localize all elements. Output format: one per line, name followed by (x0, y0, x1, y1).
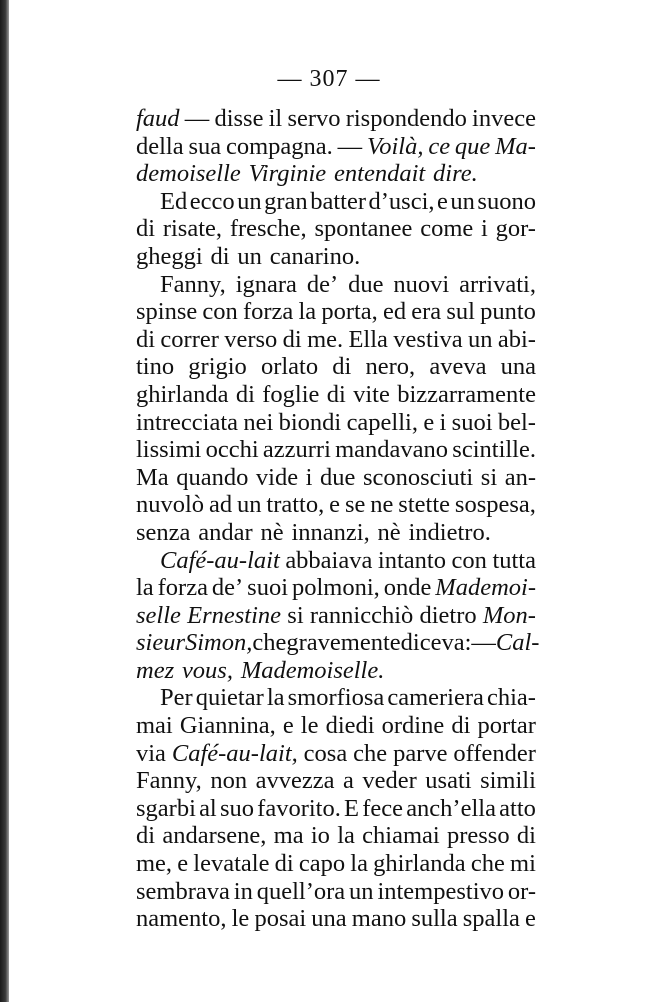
word: Fanny, (160, 270, 226, 298)
word: un (349, 877, 374, 905)
word: aveva (429, 353, 487, 381)
word: con (451, 546, 487, 574)
word: usati (425, 767, 472, 795)
word: mi (510, 850, 536, 878)
word: si (287, 601, 304, 629)
word: ce (428, 132, 451, 160)
word: tino (136, 353, 175, 381)
text-line (136, 491, 536, 519)
word: spinse (136, 298, 198, 326)
word: de’ (306, 270, 339, 298)
word: un (237, 491, 262, 519)
word: presso (446, 822, 510, 850)
word: levatale (193, 850, 270, 878)
word: gran (264, 187, 308, 215)
word: d’usci, (368, 187, 435, 215)
word: portar (477, 712, 536, 740)
text-line (136, 795, 536, 823)
text-line (136, 243, 536, 271)
word: rispondendo (345, 105, 467, 132)
word: cameriera (387, 684, 484, 712)
word: suo (219, 794, 254, 822)
word: spontanee (314, 215, 413, 243)
word: i (481, 215, 488, 243)
word: gor- (495, 215, 536, 243)
word: di (235, 380, 255, 408)
word: se (344, 491, 366, 519)
word: an- (504, 463, 536, 491)
word: vite (353, 380, 390, 408)
word: capo (298, 850, 346, 878)
word: la (337, 822, 355, 850)
word: via (136, 739, 166, 767)
word: di (282, 325, 302, 353)
text-line (136, 436, 536, 464)
text-line (136, 850, 536, 878)
word: sulla (411, 905, 458, 933)
word: Mon- (482, 601, 536, 629)
word: che (252, 629, 287, 657)
text-line (136, 298, 536, 326)
word: vous, (181, 656, 233, 684)
text-line (136, 740, 536, 768)
word: vestiva (393, 325, 463, 353)
word: porta, (321, 298, 378, 326)
word: le (300, 712, 319, 740)
word: me, (136, 850, 173, 878)
word: e (177, 850, 189, 878)
word: con (202, 298, 238, 326)
text-line (136, 105, 536, 133)
word: tratto, (266, 491, 325, 519)
word: favorito. (257, 794, 341, 822)
text-line (136, 381, 536, 409)
word: il (268, 105, 283, 132)
word: foglie (262, 380, 320, 408)
word: avvezza (255, 767, 335, 795)
word: tutta (492, 546, 536, 574)
word: compagna. (225, 132, 333, 160)
word: e (423, 408, 435, 436)
word: i (439, 408, 447, 436)
word: gravemente (286, 629, 401, 657)
word: nuovi (393, 270, 450, 298)
word: si (480, 463, 498, 491)
word: punto (480, 298, 536, 326)
word: al (199, 794, 217, 822)
word: Mademoiselle. (240, 656, 385, 684)
word: E (344, 794, 360, 822)
word: lissimi (136, 436, 202, 464)
word: chiamai (362, 822, 440, 850)
word: arrivati, (459, 270, 536, 298)
word: Ed (160, 187, 188, 215)
word: un (468, 325, 493, 353)
word: bel- (497, 408, 536, 436)
word: Ma- (495, 132, 536, 160)
word: Voilà, (366, 132, 424, 160)
word: diedi (325, 712, 375, 740)
word: e (437, 187, 448, 215)
word: smorfiosa (287, 684, 385, 712)
text-line (136, 409, 536, 437)
word: ghirlanda (136, 380, 229, 408)
word: nero, (365, 353, 416, 381)
word: anch’ella (406, 794, 496, 822)
word: e (525, 905, 536, 933)
word: che (470, 850, 505, 878)
text-line (136, 188, 536, 216)
word: stette (398, 491, 451, 519)
word: suoi (451, 408, 493, 436)
word: batter (310, 187, 366, 215)
text-line (136, 767, 536, 795)
word: abi- (497, 325, 536, 353)
text-line (136, 712, 536, 740)
word: Ma (136, 463, 169, 491)
word: di (210, 242, 230, 270)
word: suono (477, 187, 536, 215)
text-line (136, 464, 536, 492)
word: come (420, 215, 474, 243)
word: una (311, 905, 347, 933)
text-line (136, 215, 536, 243)
word: ne (370, 491, 394, 519)
word: fece (362, 794, 403, 822)
word: chia- (486, 684, 536, 712)
text-line (136, 133, 536, 161)
text-line (136, 684, 536, 712)
word: in (233, 877, 253, 905)
word: forza (157, 574, 208, 602)
word: nè (260, 518, 284, 546)
word: andarsene, (162, 822, 267, 850)
text-line (136, 905, 536, 933)
word: la (266, 684, 285, 712)
word: biondi (278, 408, 342, 436)
word: ordine (381, 712, 445, 740)
word: Simon, (185, 629, 253, 657)
word: Per (160, 684, 193, 712)
word: vide (255, 463, 299, 491)
word: quell’ora (256, 877, 346, 905)
word: un (237, 242, 262, 270)
word: sul (446, 298, 475, 326)
word: suoi (247, 574, 289, 602)
word: atto (499, 794, 536, 822)
word: — (184, 105, 210, 132)
word: polmoni, (291, 574, 380, 602)
word: la (298, 298, 317, 326)
word: indietro. (408, 518, 491, 546)
word: nè (377, 518, 401, 546)
word: sembrava (136, 877, 230, 905)
word: i (305, 463, 313, 491)
word: un (237, 187, 262, 215)
word: posai (254, 905, 307, 933)
word: di (136, 822, 156, 850)
word: due (348, 270, 384, 298)
word: demoiselle (136, 160, 241, 188)
text-line (136, 160, 536, 188)
word: di (332, 353, 352, 381)
word: a (342, 767, 354, 795)
word: simili (480, 767, 536, 795)
text-line (136, 878, 536, 906)
word: io (310, 822, 330, 850)
text-line (136, 602, 536, 630)
text-line (136, 822, 536, 850)
word: Fanny, (136, 767, 202, 795)
word: ad (208, 491, 233, 519)
word: senza (136, 518, 191, 546)
word: que (454, 132, 491, 160)
word: Café-au-lait, (171, 739, 298, 767)
word: offender (453, 739, 536, 767)
word: onde (383, 574, 432, 602)
word: fresche, (229, 215, 307, 243)
word: — (471, 629, 496, 657)
word: le (231, 905, 250, 933)
word: entendait (334, 160, 426, 188)
word: dire. (433, 160, 478, 188)
word: Ella (348, 325, 388, 353)
word: grigio (188, 353, 247, 381)
word: ecco (189, 187, 235, 215)
word: di (451, 712, 471, 740)
word: ma (273, 822, 304, 850)
word: era (411, 298, 442, 326)
word: forza (242, 298, 294, 326)
word: un (450, 187, 475, 215)
word: ed (382, 298, 407, 326)
word: due (320, 463, 356, 491)
word: di (136, 325, 156, 353)
word: Mademoi- (435, 574, 536, 602)
word: della (136, 132, 184, 160)
word: intanto (377, 546, 446, 574)
word: abbaiava (285, 546, 373, 574)
word: parve (393, 739, 448, 767)
word: servo (287, 105, 341, 132)
word: azzurri (262, 436, 331, 464)
word: intrecciata (136, 408, 239, 436)
word: innanzi, (291, 518, 370, 546)
word: Café-au-lait (160, 546, 280, 574)
word: e (282, 712, 294, 740)
word: capelli, (346, 408, 418, 436)
word: mez (136, 656, 175, 684)
word: sgarbi (136, 794, 196, 822)
word: quando (176, 463, 249, 491)
page-binding-edge (0, 0, 9, 1002)
word: Virginie (248, 160, 327, 188)
word: or- (507, 877, 536, 905)
word: sospesa, (454, 491, 536, 519)
word: quietar (195, 684, 264, 712)
word: nuvolò (136, 491, 205, 519)
text-line (136, 574, 536, 602)
word: bizzarramente (397, 380, 536, 408)
word: sua (188, 132, 222, 160)
word: selle (136, 601, 181, 629)
word: — (337, 132, 363, 160)
word: di (326, 380, 346, 408)
word: disse (214, 105, 264, 132)
word: diceva: (400, 629, 472, 657)
text-line (136, 326, 536, 354)
word: faud (136, 105, 180, 132)
word: de’ (211, 574, 244, 602)
word: che (353, 739, 388, 767)
word: ghirlanda (373, 850, 466, 878)
text-line (136, 353, 536, 381)
word: la (350, 850, 368, 878)
word: sconosciuti (362, 463, 474, 491)
word: mandavano (335, 436, 449, 464)
word: e (329, 491, 341, 519)
word: me. (307, 325, 344, 353)
word: namento, (136, 905, 227, 933)
word: invece (472, 105, 536, 132)
word: risate, (162, 215, 223, 243)
text-line (136, 547, 536, 575)
word: ignara (235, 270, 297, 298)
word: veder (362, 767, 417, 795)
word: dietro (419, 601, 477, 629)
page-number: — 307 — (277, 66, 381, 92)
text-line (136, 629, 540, 657)
word: mano (351, 905, 407, 933)
word: di (516, 822, 536, 850)
word: orlato (260, 353, 319, 381)
word: non (210, 767, 248, 795)
word: Giannina, (179, 712, 276, 740)
word: canarino. (269, 242, 361, 270)
word: rannicchiò (309, 601, 414, 629)
word: mai (136, 712, 173, 740)
word: correr (160, 325, 219, 353)
word: una (500, 353, 536, 381)
word: occhi (205, 436, 259, 464)
word: Cal- (495, 629, 540, 657)
word: di (274, 850, 294, 878)
word: di (136, 215, 156, 243)
word: verso (224, 325, 278, 353)
word: andar (198, 518, 253, 546)
text-line (136, 657, 536, 685)
text-line (136, 271, 536, 299)
word: scintille. (452, 436, 536, 464)
text-line (136, 519, 536, 547)
word: gheggi (136, 242, 203, 270)
word: la (136, 574, 154, 602)
word: intempestivo (377, 877, 505, 905)
word: cosa (303, 739, 348, 767)
word: nei (243, 408, 274, 436)
word: Ernestine (187, 601, 282, 629)
word: spalla (462, 905, 520, 933)
word: sieur (136, 629, 185, 657)
body-text (136, 105, 540, 933)
